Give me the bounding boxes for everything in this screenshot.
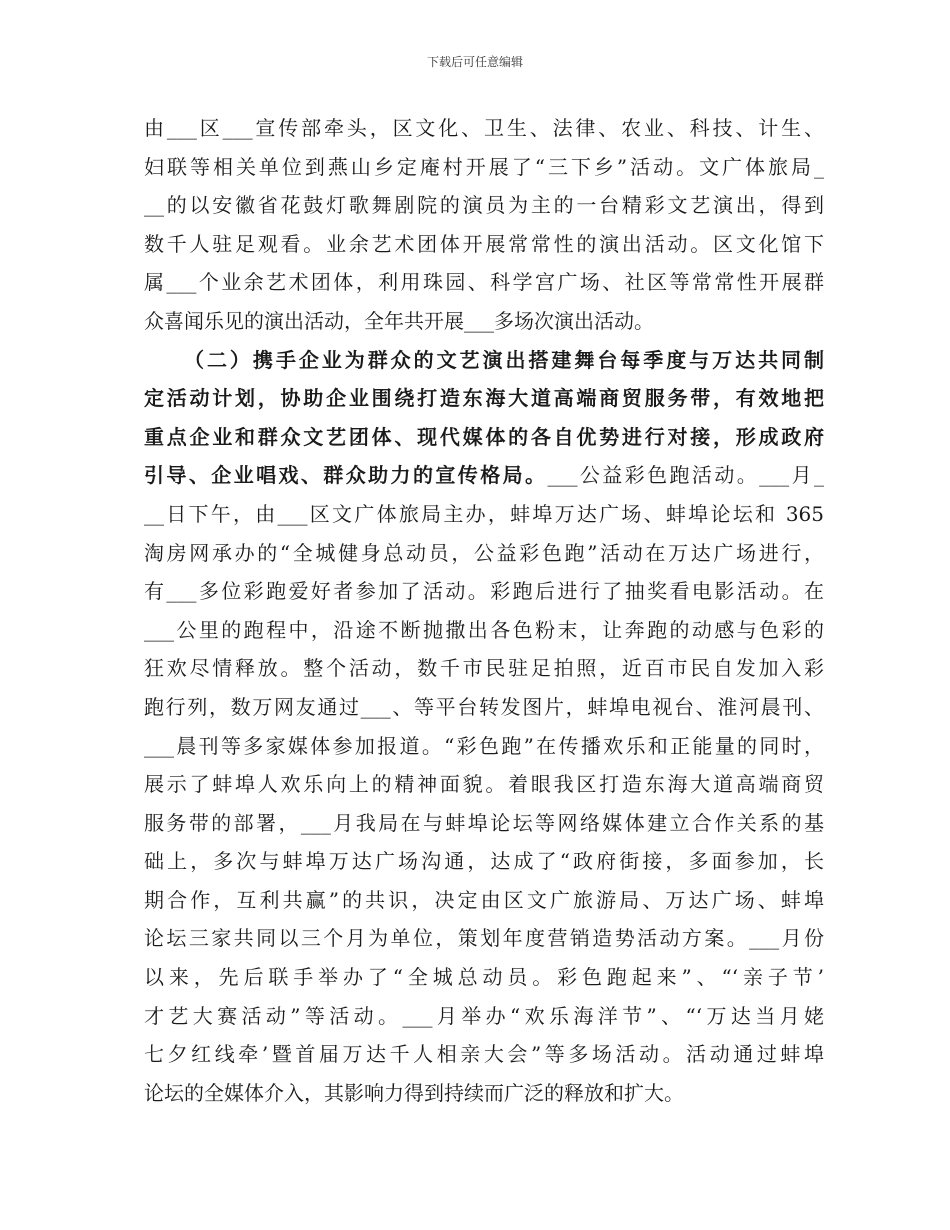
text-line: 狂欢尽情释放。整个活动，数千市民驻足拍照，近百市民自发加入彩: [144, 656, 824, 681]
text-line: 淘房网承办的“全城健身总动员，公益彩色跑”活动在万达广场进行，: [144, 540, 824, 565]
text-line: 论坛三家共同以三个月为单位，策划年度营销造势活动方案。___月份: [144, 926, 824, 951]
section-heading-end: 引导、企业唱戏、群众助力的宣传格局。: [144, 463, 548, 488]
text-line: 展示了蚌埠人欢乐向上的精神面貌。着眼我区打造东海大道高端商贸: [144, 772, 824, 797]
section-heading-line: 重点企业和群众文艺团体、现代媒体的各自优势进行对接，形成政府: [144, 424, 824, 449]
mixed-text-line: [144, 456, 824, 495]
text-line: 础上，多次与蚌埠万达广场沟通，达成了“政府街接，多面参加，长: [144, 849, 824, 874]
text-line: 众喜闻乐见的演出活动，全年共开展___多场次演出活动。: [144, 308, 654, 333]
section-heading-line: 定活动计划，协助企业围绕打造东海大道高端商贸服务带，有效地把: [144, 386, 824, 411]
text-line: 期合作，互利共赢”的共识，决定由区文广旅游局、万达广场、蚌埠: [144, 887, 824, 912]
text-line: 数千人驻足观看。业余艺术团体开展常常性的演出活动。区文化馆下: [144, 231, 824, 256]
page-header: 下载后可任意编辑: [426, 55, 523, 69]
text-line: __的以安徽省花鼓灯歌舞剧院的演员为主的一台精彩文艺演出，得到: [144, 193, 824, 218]
document-body: [144, 109, 824, 1112]
text-line: __日下午，由___区文广体旅局主办，蚌埠万达广场、蚌埠论坛和 365: [144, 501, 824, 526]
text-line: 属___个业余艺术团体，利用珠园、科学宫广场、社区等常常性开展群: [144, 270, 824, 295]
paragraph-2: [144, 341, 824, 1113]
text-segment: ___公益彩色跑活动。___月_: [547, 463, 825, 488]
text-line: 跑行列，数万网友通过___、等平台转发图片，蚌埠电视台、淮河晨刊、: [144, 694, 824, 719]
text-line: 以来，先后联手举办了“全城总动员。彩色跑起来”、“‘亲子节’: [144, 965, 824, 990]
text-line: 论坛的全媒体介入，其影响力得到持续而广泛的释放和扩大。: [144, 1080, 684, 1105]
text-line: ___公里的跑程中，沿途不断抛撒出各色粉末，让奔跑的动感与色彩的: [144, 617, 824, 642]
text-line: 服务带的部署，___月我局在与蚌埠论坛等网络媒体建立合作关系的基: [144, 810, 824, 835]
text-line: 才艺大赛活动”等活动。___月举办“欢乐海洋节”、“‘万达当月姥: [144, 1003, 824, 1028]
text-line: ___晨刊等多家媒体参加报道。“彩色跑”在传播欢乐和正能量的同时，: [144, 733, 824, 758]
section-heading-line: （二）携手企业为群众的文艺演出搭建舞台每季度与万达共同制: [184, 347, 824, 372]
text-line: 有___多位彩跑爱好者参加了活动。彩跑后进行了抽奖看电影活动。在: [144, 579, 824, 604]
text-line: 七夕红线牵’暨首届万达千人相亲大会”等多场活动。活动通过蚌埠: [144, 1042, 824, 1067]
text-line: 由___区___宣传部牵头，区文化、卫生、法律、农业、科技、计生、: [144, 116, 824, 140]
paragraph-1: [144, 109, 824, 341]
text-line: 妇联等相关单位到燕山乡定庵村开展了“三下乡”活动。文广体旅局_: [144, 154, 824, 179]
